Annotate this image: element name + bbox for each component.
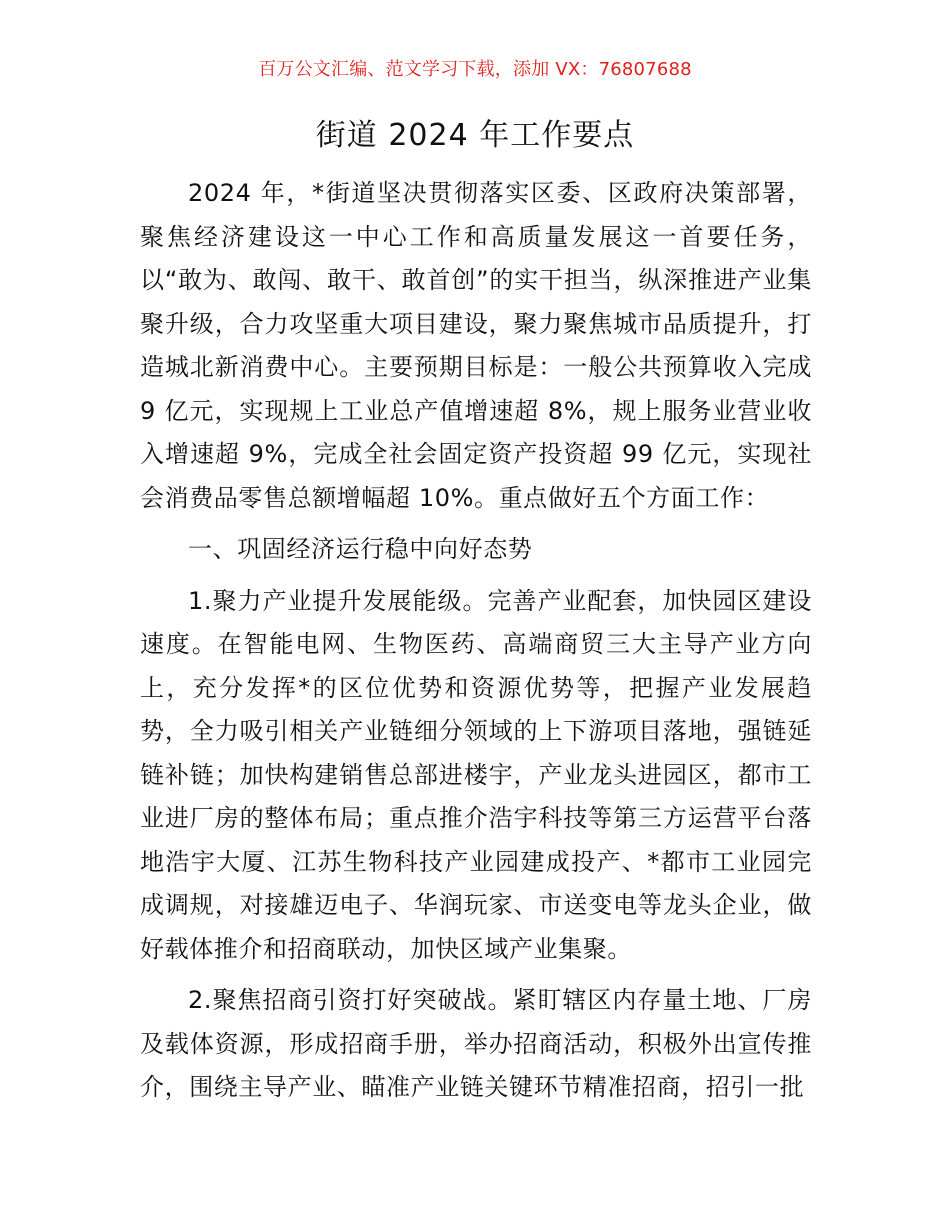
document-title: 街道 2024 年工作要点	[315, 118, 635, 153]
paragraph-intro: 2024 年，*街道坚决贯彻落实区委、区政府决策部署，聚焦经济建设这一中心工作和高质量发展这一首要任务，以“敢为、敢闯、敢干、敢首创”的实干担当，纵深推进产业集聚升级，合力攻坚重大项目建设，聚力聚焦城市品质提升，打造城北新消费中心。主要预期目标是：一般公共预算收入完成 9 亿元，实现规上工业总产值增速超 8%，规上服务业营业收入增速超 9%，完成全社会固定资产投资超 99 亿元，实现社会消费品零售总额增幅超 10%。重点做好五个方面工作：	[140, 179, 812, 512]
document-body	[140, 172, 812, 1110]
paragraph-item-1: 1.聚力产业提升发展能级。完善产业配套，加快园区建设速度。在智能电网、生物医药、高端商贸三大主导产业方向上，充分发挥*的区位优势和资源优势等，把握产业发展趋势，全力吸引相关产业链细分领域的上下游项目落地，强链延链补链；加快构建销售总部进楼宇，产业龙头进园区，都市工业进厂房的整体布局；重点推介浩宇科技等第三方运营平台落地浩宇大厦、江苏生物科技产业园建成投产、*都市工业园完成调规，对接雄迈电子、华润玩家、市送变电等龙头企业，做好载体推介和招商联动，加快区域产业集聚。	[140, 586, 812, 963]
paragraph-item-2: 2.聚焦招商引资打好突破战。紧盯辖区内存量土地、厂房及载体资源，形成招商手册，举办招商活动，积极外出宣传推介，围绕主导产业、瞄准产业链关键环节精准招商，招引一批	[140, 986, 812, 1101]
section-heading-1: 一、巩固经济运行稳中向好态势	[188, 535, 533, 563]
header-watermark-note: 百万公文汇编、范文学习下载，添加 VX：76807688	[258, 59, 692, 80]
